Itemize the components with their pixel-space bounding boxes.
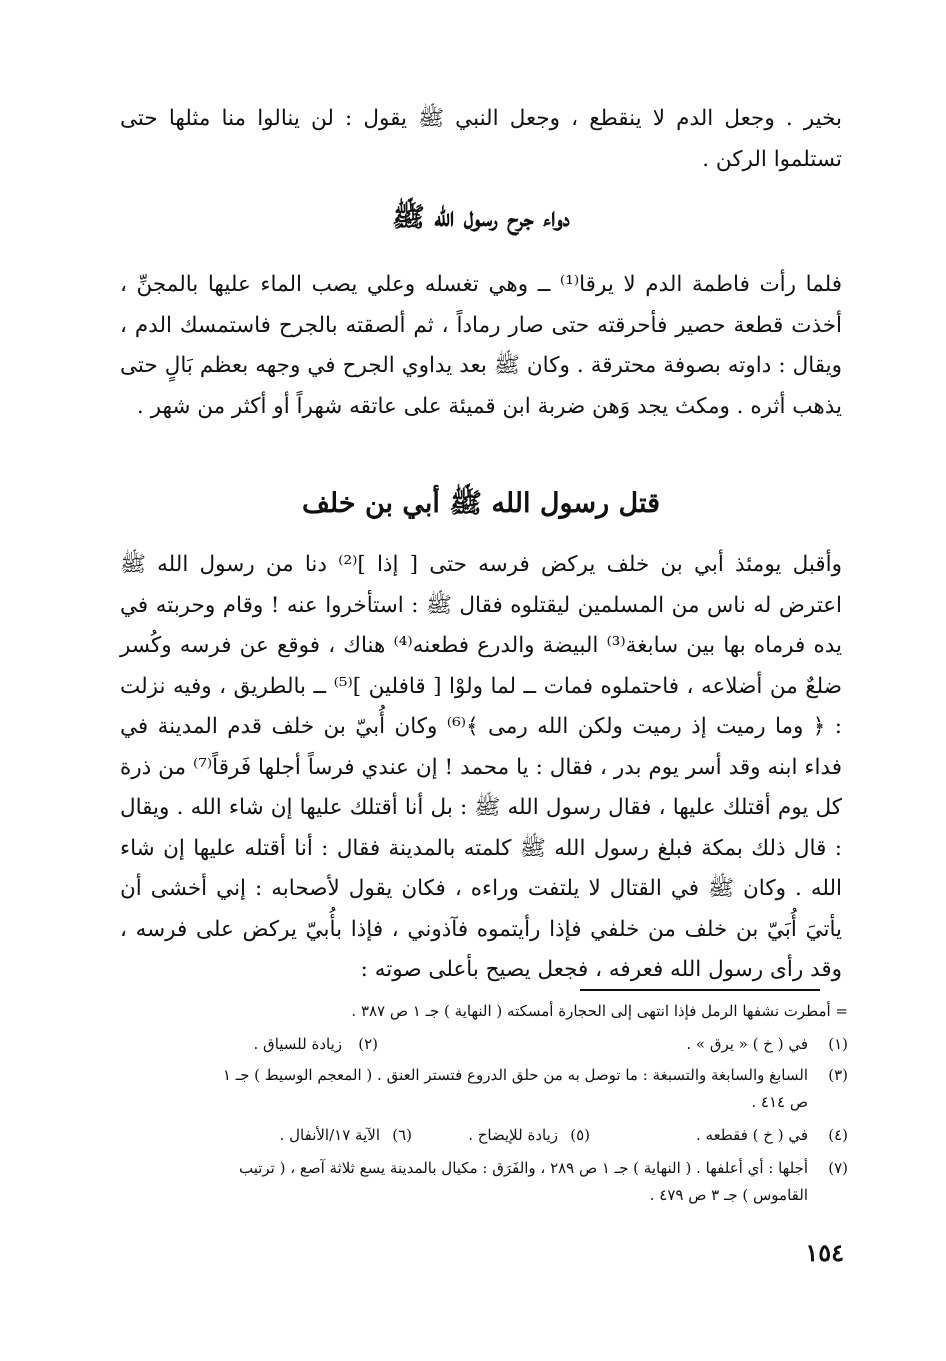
- footnote-6-text: الآية ١٧/الأنفال .: [279, 1126, 380, 1144]
- footnote-3-text-line1: السابغ والسابغة والتسبغة : ما توصل به من حلق الدروع فتستر العنق . ( المعجم الوسيط ) جـ ١: [222, 1066, 808, 1084]
- page-number: ١٥٤: [805, 1238, 844, 1267]
- footnote-1-text: في ( خ ) « يرق » .: [686, 1035, 808, 1053]
- footnote-1-number: (١): [828, 1035, 848, 1053]
- footnote-continuation: [118, 999, 848, 1024]
- footnote-continuation-text: = أمطرت نشفها الرمل فإذا انتهى إلى الحجارة أمسكته ( النهاية ) جـ ١ ص ٣٨٧ .: [351, 1002, 848, 1020]
- footnote-7-text-line1: أجلها : أي أعلفها . ( النهاية ) جـ ١ ص ٢٨٩ ، والفَرَق : مكيال بالمدينة يسع ثلاثة آصع ، ( ترتيب: [238, 1159, 808, 1177]
- footnote-row-1-2: [118, 1032, 848, 1057]
- footnote-7-number: (٧): [828, 1159, 848, 1177]
- footnote-7-text-line2: القاموس ) جـ ٣ ص ٤٧٩ .: [649, 1186, 808, 1204]
- footnote-3: [118, 1063, 848, 1088]
- section-heading-wound-treatment: دواء جرح رسول الله ﷺ: [392, 202, 570, 233]
- killing-ubayy-paragraph: وأقبل يومئذ أبي بن خلف يركض فرسه حتى [ إذا ]⁽²⁾ دنا من رسول الله ﷺ اعترض له ناس من المسلمين ليقتلوه فقال ﷺ : استأخروا عنه ! وقام وحربته في يده فرماه بها بين سابغة⁽³⁾ البيضة والدرع فطعنه⁽⁴⁾ هناك ، فوقع عن فرسه وكُسر ضلعٌ من أضلاعه ، فاحتملوه فمات ــ لما ولوْا [ قافلين ]⁽⁵⁾ ــ بالطريق ، وفيه نزلت : ﴿ وما رميت إذ رميت ولكن الله رمى ﴾⁽⁶⁾ وكان أُبيّ بن خلف قدم المدينة في فداء ابنه وقد أسر يوم بدر ، فقال : يا محمد ! إن عندي فرساً أجلها فَرقاً⁽⁷⁾ من ذرة كل يوم أقتلك عليها ، فقال رسول الله ﷺ : بل أنا أقتلك عليها إن شاء الله . ويقال : قال ذلك بمكة فبلغ رسول الله ﷺ كلمته بالمدينة فقال : أنا أقتله عليها إن شاء الله . وكان ﷺ في القتال لا يلتفت وراءه ، فكان يقول لأصحابه : إني أخشى أن يأتيَ أُبَيّ بن خلف من خلفي فإذا رأيتموه فآذوني ، فإذا بأُبيّ يركض على فرسه ، وقد رأى رسول الله فعرفه ، فجعل يصيح بأعلى صوته :: [120, 552, 843, 982]
- footnote-4-number: (٤): [828, 1126, 848, 1144]
- footnote-2-number: (٢): [358, 1035, 378, 1053]
- wound-treatment-paragraph: فلما رأت فاطمة الدم لا يرقا⁽¹⁾ ــ وهي تغسله وعلي يصب الماء عليها بالمجنِّ ، أخذت قطعة حصير فأحرقته حتى صار رماداً ، ثم ألصقته بالجرح فاستمسك الدم ، ويقال : داوته بصوفة محترقة . وكان ﷺ بعد يداوي الجرح في وجهه بعظم بَالٍ حتى يذهب أثره . ومكث يجد وَهن ضربة ابن قميئة على عاتقه شهراً أو أكثر من شهر .: [120, 272, 842, 419]
- footnote-3-text-line2: ص ٤١٤ .: [751, 1093, 808, 1111]
- section-heading-killing-ubayy: قتل رسول الله ﷺ أبي بن خلف: [301, 488, 661, 519]
- footnote-7: [118, 1156, 848, 1181]
- footnotes: [118, 999, 848, 1208]
- intro-paragraph: بخير . وجعل الدم لا ينقطع ، وجعل النبي ﷺ يقول : لن ينالوا منا مثلها حتى تستلموا الركن .: [120, 106, 842, 172]
- footnote-3-number: (٣): [828, 1066, 848, 1084]
- footnote-5-text: زيادة للإيضاح .: [468, 1126, 558, 1144]
- footnote-separator: [580, 989, 820, 991]
- footnote-3-cont: [118, 1090, 848, 1115]
- footnote-2-text: زيادة للسياق .: [253, 1035, 342, 1053]
- footnote-4-text: في ( خ ) فقطعه .: [695, 1126, 808, 1144]
- footnote-5-number: (٥): [570, 1126, 590, 1144]
- footnote-6-number: (٦): [392, 1126, 412, 1144]
- footnote-7-cont: [118, 1183, 848, 1208]
- footnote-row-4-5-6: [118, 1123, 848, 1148]
